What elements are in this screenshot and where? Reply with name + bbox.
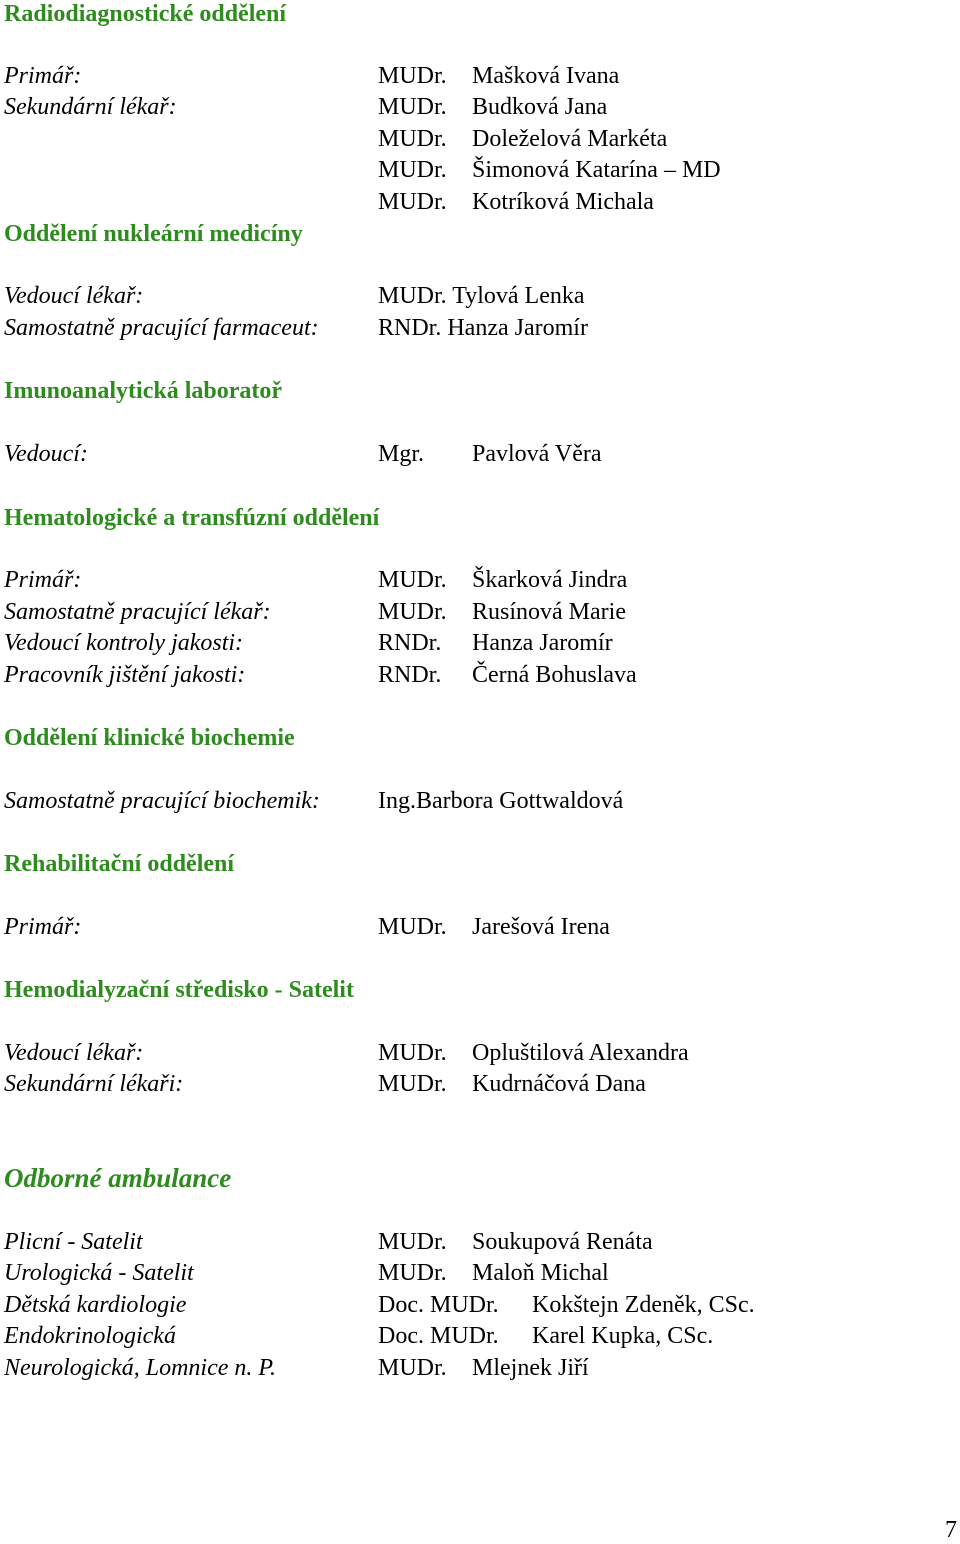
staff-value bbox=[378, 125, 667, 153]
staff-value bbox=[378, 1070, 646, 1098]
staff-value bbox=[378, 1291, 755, 1319]
staff-name: Doleželová Markéta bbox=[472, 126, 668, 152]
page-number: 7 bbox=[945, 1517, 957, 1543]
section-title-hematology: Hematologické a transfúzní oddělení bbox=[4, 505, 380, 531]
staff-name: Hanza Jaromír bbox=[472, 630, 613, 656]
role-label: Primář: bbox=[4, 567, 82, 593]
staff-name: Kokštejn Zdeněk, CSc. bbox=[532, 1292, 755, 1318]
section-title-outpatient: Odborné ambulance bbox=[4, 1163, 232, 1193]
role-label: Sekundární lékaři: bbox=[4, 1071, 184, 1097]
section-title-radiodiagnostic: Radiodiagnostické oddělení bbox=[4, 1, 287, 27]
staff-name: Černá Bohuslava bbox=[472, 662, 637, 688]
staff-value bbox=[378, 1039, 689, 1067]
degree-title: MUDr. bbox=[378, 1040, 447, 1066]
staff-name: Kotríková Michala bbox=[472, 189, 654, 215]
section-title-biochemistry: Oddělení klinické biochemie bbox=[4, 725, 295, 751]
degree-title: MUDr. bbox=[378, 599, 447, 625]
staff-name: Maloň Michal bbox=[472, 1260, 609, 1286]
staff-name: Budková Jana bbox=[472, 94, 608, 120]
staff-name: Jarešová Irena bbox=[472, 914, 610, 940]
role-label: Neurologická, Lomnice n. P. bbox=[4, 1355, 276, 1381]
staff-value bbox=[378, 1322, 713, 1350]
staff-name: Mašková Ivana bbox=[472, 63, 620, 89]
degree-title: Doc. MUDr. bbox=[378, 1292, 499, 1318]
degree-title: MUDr. bbox=[378, 567, 447, 593]
degree-title: Mgr. bbox=[378, 441, 425, 467]
staff-value bbox=[378, 62, 619, 90]
role-label: Urologická - Satelit bbox=[4, 1260, 194, 1286]
degree-title: RNDr. bbox=[378, 662, 442, 688]
role-label: Dětská kardiologie bbox=[4, 1292, 187, 1318]
staff-name: Kudrnáčová Dana bbox=[472, 1071, 646, 1097]
role-label: Vedoucí: bbox=[4, 441, 88, 467]
staff-value: RNDr. Hanza Jaromír bbox=[378, 315, 588, 341]
role-label: Endokrinologická bbox=[4, 1323, 176, 1349]
role-label: Primář: bbox=[4, 914, 82, 940]
staff-value: Ing.Barbora Gottwaldová bbox=[378, 788, 624, 814]
role-label: Sekundární lékař: bbox=[4, 94, 177, 120]
staff-value bbox=[378, 1228, 653, 1256]
degree-title: MUDr. bbox=[378, 157, 447, 183]
role-label: Plicní - Satelit bbox=[4, 1229, 143, 1255]
role-label: Pracovník jištění jakosti: bbox=[4, 662, 246, 688]
degree-title: MUDr. bbox=[378, 1229, 447, 1255]
section-title-rehabilitation: Rehabilitační oddělení bbox=[4, 851, 235, 877]
degree-title: MUDr. bbox=[378, 914, 447, 940]
section-title-nuclear: Oddělení nukleární medicíny bbox=[4, 221, 303, 247]
role-label: Samostatně pracující lékař: bbox=[4, 599, 271, 625]
degree-title: MUDr. bbox=[378, 1355, 447, 1381]
section-title-dialysis: Hemodialyzační středisko - Satelit bbox=[4, 977, 354, 1003]
role-label: Vedoucí lékař: bbox=[4, 283, 144, 309]
staff-name: Pavlová Věra bbox=[472, 441, 602, 467]
role-label: Vedoucí kontroly jakosti: bbox=[4, 630, 244, 656]
staff-value bbox=[378, 661, 637, 689]
degree-title: RNDr. bbox=[378, 630, 442, 656]
degree-title: MUDr. bbox=[378, 63, 447, 89]
role-label: Primář: bbox=[4, 63, 82, 89]
staff-value bbox=[378, 913, 610, 941]
degree-title: MUDr. bbox=[378, 189, 447, 215]
degree-title: MUDr. bbox=[378, 94, 447, 120]
staff-name: Mlejnek Jiří bbox=[472, 1355, 589, 1381]
staff-value bbox=[378, 156, 721, 184]
role-label: Vedoucí lékař: bbox=[4, 1040, 144, 1066]
staff-name: Soukupová Renáta bbox=[472, 1229, 653, 1255]
staff-name: Opluštilová Alexandra bbox=[472, 1040, 689, 1066]
staff-name: Karel Kupka, CSc. bbox=[532, 1323, 714, 1349]
staff-value bbox=[378, 1259, 609, 1287]
section-title-immuno: Imunoanalytická laboratoř bbox=[4, 378, 283, 404]
role-label: Samostatně pracující biochemik: bbox=[4, 788, 320, 814]
staff-value bbox=[378, 598, 626, 626]
degree-title: MUDr. bbox=[378, 1071, 447, 1097]
degree-title: MUDr. bbox=[378, 126, 447, 152]
staff-value bbox=[378, 566, 627, 594]
staff-value bbox=[378, 188, 654, 216]
staff-value bbox=[378, 629, 613, 657]
role-label: Samostatně pracující farmaceut: bbox=[4, 315, 319, 341]
staff-value: MUDr. Tylová Lenka bbox=[378, 283, 585, 309]
staff-value bbox=[378, 93, 607, 121]
staff-value bbox=[378, 1354, 589, 1382]
staff-name: Rusínová Marie bbox=[472, 599, 626, 625]
degree-title: MUDr. bbox=[378, 1260, 447, 1286]
staff-value bbox=[378, 440, 602, 468]
degree-title: Doc. MUDr. bbox=[378, 1323, 499, 1349]
staff-name: Škarková Jindra bbox=[472, 567, 628, 593]
staff-name: Šimonová Katarína – MD bbox=[472, 157, 721, 183]
